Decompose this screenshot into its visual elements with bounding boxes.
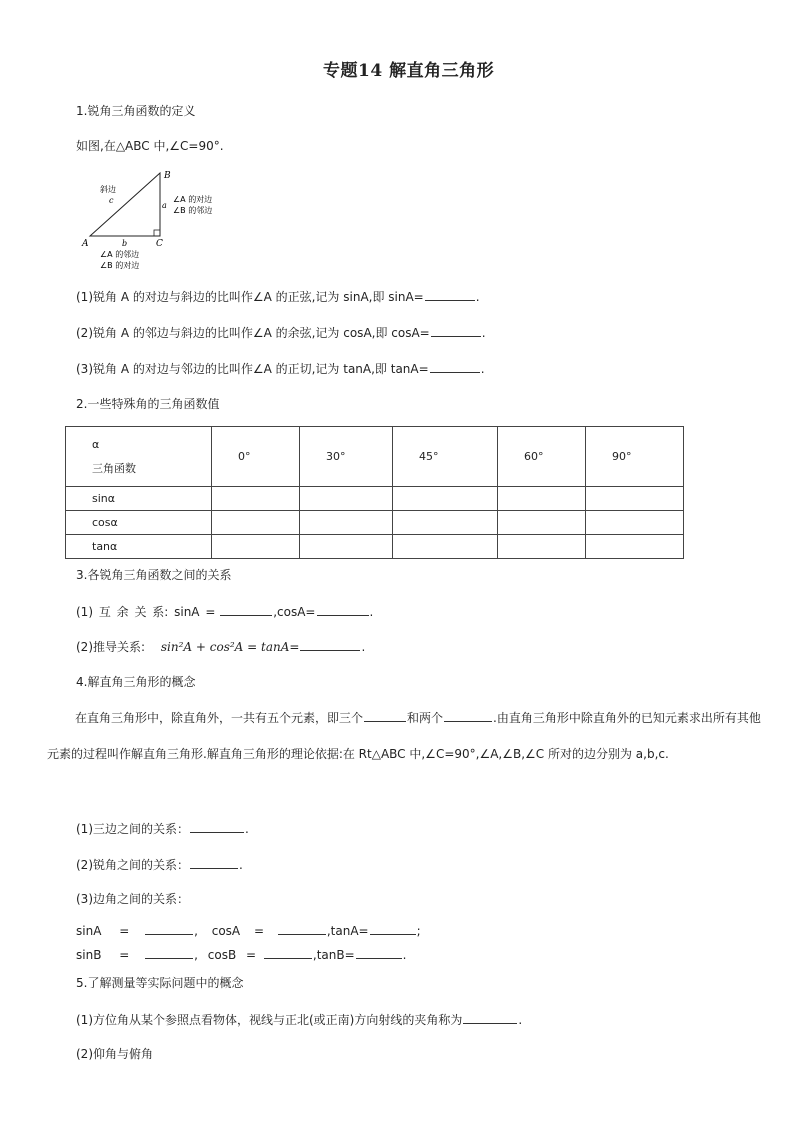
trig-a-row — [76, 922, 421, 939]
azimuth-definition: (1)方位角从某个参照点看物体，视线与正北(或正南)方向射线的夹角称为 . — [76, 1013, 523, 1027]
table-cell[interactable] — [212, 487, 300, 511]
tana-blank[interactable] — [370, 922, 416, 935]
azimuth-blank[interactable] — [463, 1011, 517, 1024]
sine-definition-text: (1)锐角 A 的对边与斜边的比叫作∠A 的正弦,记为 sinA,即 sinA= — [76, 290, 424, 304]
sine-definition: (1)锐角 A 的对边与斜边的比叫作∠A 的正弦,记为 sinA,即 sinA= . — [76, 290, 480, 304]
angle-header: 30° — [300, 427, 393, 487]
side-angle-relation: (3)边角之间的关系： — [76, 892, 189, 906]
vertex-a-label: A — [82, 239, 89, 249]
table-cell[interactable] — [300, 487, 393, 511]
derived-end: . — [361, 640, 366, 654]
hypotenuse-label: 斜边 — [100, 185, 116, 194]
cosine-blank[interactable] — [431, 324, 481, 337]
cosb-label: , cosB = — [194, 948, 257, 962]
tangent-blank[interactable] — [430, 360, 480, 373]
sine-blank[interactable] — [425, 288, 475, 301]
elements-blank-1[interactable] — [364, 709, 406, 722]
trig-a-end: ; — [416, 924, 421, 938]
adjacent-b-label: ∠B 的邻边 — [173, 206, 213, 215]
side-a-label: a — [162, 201, 167, 210]
complementary-relation: (1) 互 余 关 系: sinA = ,cosA= . — [76, 605, 374, 619]
trig-b-row — [76, 946, 406, 963]
sina-blank[interactable] — [145, 922, 193, 935]
table-cell[interactable] — [498, 535, 586, 559]
elevation-depression: (2)仰角与俯角 — [76, 1047, 153, 1061]
derived-relation — [76, 638, 365, 655]
tangent-definition: (3)锐角 A 的对边与邻边的比叫作∠A 的正切,记为 tanA,即 tanA= . — [76, 362, 485, 376]
sina-label: sinA = — [76, 924, 130, 938]
tanb-blank[interactable] — [356, 946, 402, 959]
table-cell[interactable] — [393, 487, 498, 511]
section-1-heading: 1.锐角三角函数的定义 — [76, 104, 196, 118]
sinb-blank[interactable] — [145, 946, 193, 959]
opposite-b-label: ∠B 的对边 — [100, 261, 140, 270]
angle-relation-text: (2)锐角之间的关系： — [76, 858, 189, 872]
table-cell[interactable] — [586, 511, 684, 535]
elements-blank-2[interactable] — [444, 709, 492, 722]
opposite-a-label: ∠A 的对边 — [173, 195, 213, 204]
complementary-blank-2[interactable] — [317, 603, 369, 616]
table-cell[interactable] — [300, 511, 393, 535]
special-angle-table — [65, 426, 684, 559]
azimuth-text: (1)方位角从某个参照点看物体，视线与正北(或正南)方向射线的夹角称为 — [76, 1013, 463, 1027]
table-cell[interactable] — [393, 535, 498, 559]
cosine-definition-text: (2)锐角 A 的邻边与斜边的比叫作∠A 的余弦,记为 cosA,即 cosA= — [76, 326, 430, 340]
vertex-c-label: C — [156, 239, 163, 249]
row-label-sin: sinα — [66, 487, 212, 511]
table-cell[interactable] — [212, 511, 300, 535]
adjacent-a-label: ∠A 的邻边 — [100, 250, 140, 259]
complementary-text-cos: ,cosA= — [273, 605, 316, 619]
cosine-definition: (2)锐角 A 的邻边与斜边的比叫作∠A 的余弦,记为 cosA,即 cosA= . — [76, 326, 486, 340]
page-title: 专题14 解直角三角形 — [323, 61, 495, 81]
complementary-text: (1) 互 余 关 系: sinA = — [76, 605, 216, 619]
table-cell[interactable] — [300, 535, 393, 559]
table-cell[interactable] — [393, 511, 498, 535]
side-relation-blank[interactable] — [190, 820, 244, 833]
cosb-blank[interactable] — [264, 946, 312, 959]
side-c-label: c — [109, 196, 114, 205]
side-relation-text: (1)三边之间的关系： — [76, 822, 189, 836]
complementary-blank-1[interactable] — [220, 603, 272, 616]
cosa-label: , cosA = — [194, 924, 265, 938]
table-cell[interactable] — [586, 487, 684, 511]
trig-b-end: . — [402, 948, 407, 962]
corner-alpha: α — [92, 437, 100, 451]
angle-header: 0° — [212, 427, 300, 487]
side-relation: (1)三边之间的关系： . — [76, 822, 249, 836]
section-5-heading: 5.了解测量等实际问题中的概念 — [76, 976, 244, 990]
table-cell[interactable] — [212, 535, 300, 559]
table-cell[interactable] — [498, 487, 586, 511]
sinb-label: sinB = — [76, 948, 130, 962]
para-part-b: 和两个 — [407, 711, 444, 725]
angle-header: 60° — [498, 427, 586, 487]
table-cell[interactable] — [586, 535, 684, 559]
right-triangle-diagram — [80, 168, 240, 278]
section-1-intro: 如图,在△ABC 中,∠C=90°. — [76, 139, 224, 153]
angle-relation-blank[interactable] — [190, 856, 238, 869]
table-cell[interactable] — [498, 511, 586, 535]
angle-relation: (2)锐角之间的关系： . — [76, 858, 243, 872]
para-part-a: 在直角三角形中，除直角外，一共有五个元素，即三个 — [75, 711, 364, 725]
vertex-b-label: B — [164, 171, 171, 181]
corner-label: 三角函数 — [92, 461, 136, 475]
derived-blank[interactable] — [300, 638, 360, 651]
section-3-heading: 3.各锐角三角函数之间的关系 — [76, 568, 232, 582]
derived-formula: sin²A + cos²A = tanA= — [160, 640, 300, 654]
section-4-heading: 4.解直角三角形的概念 — [76, 675, 196, 689]
derived-text: (2)推导关系: — [76, 640, 146, 654]
tanb-label: ,tanB= — [312, 948, 355, 962]
tangent-definition-text: (3)锐角 A 的对边与邻边的比叫作∠A 的正切,记为 tanA,即 tanA= — [76, 362, 429, 376]
row-label-tan: tanα — [66, 535, 212, 559]
para-part-c: .由直角三角形中除直角外的已知元素求出所有其他元素的过程叫作解直角三角形.解直角三角形的理论依据:在 Rt△ABC 中,∠C=90°,∠A,∠B,∠C 所对的边分别为 a,b,c. — [47, 711, 761, 761]
tana-label: ,tanA= — [326, 924, 369, 938]
row-label-cos: cosα — [66, 511, 212, 535]
section-2-heading: 2.一些特殊角的三角函数值 — [76, 397, 220, 411]
side-b-label: b — [122, 239, 128, 248]
section-4-paragraph — [47, 700, 772, 772]
angle-header: 90° — [586, 427, 684, 487]
cosa-blank[interactable] — [278, 922, 326, 935]
table-corner-cell — [66, 427, 212, 487]
angle-header: 45° — [393, 427, 498, 487]
